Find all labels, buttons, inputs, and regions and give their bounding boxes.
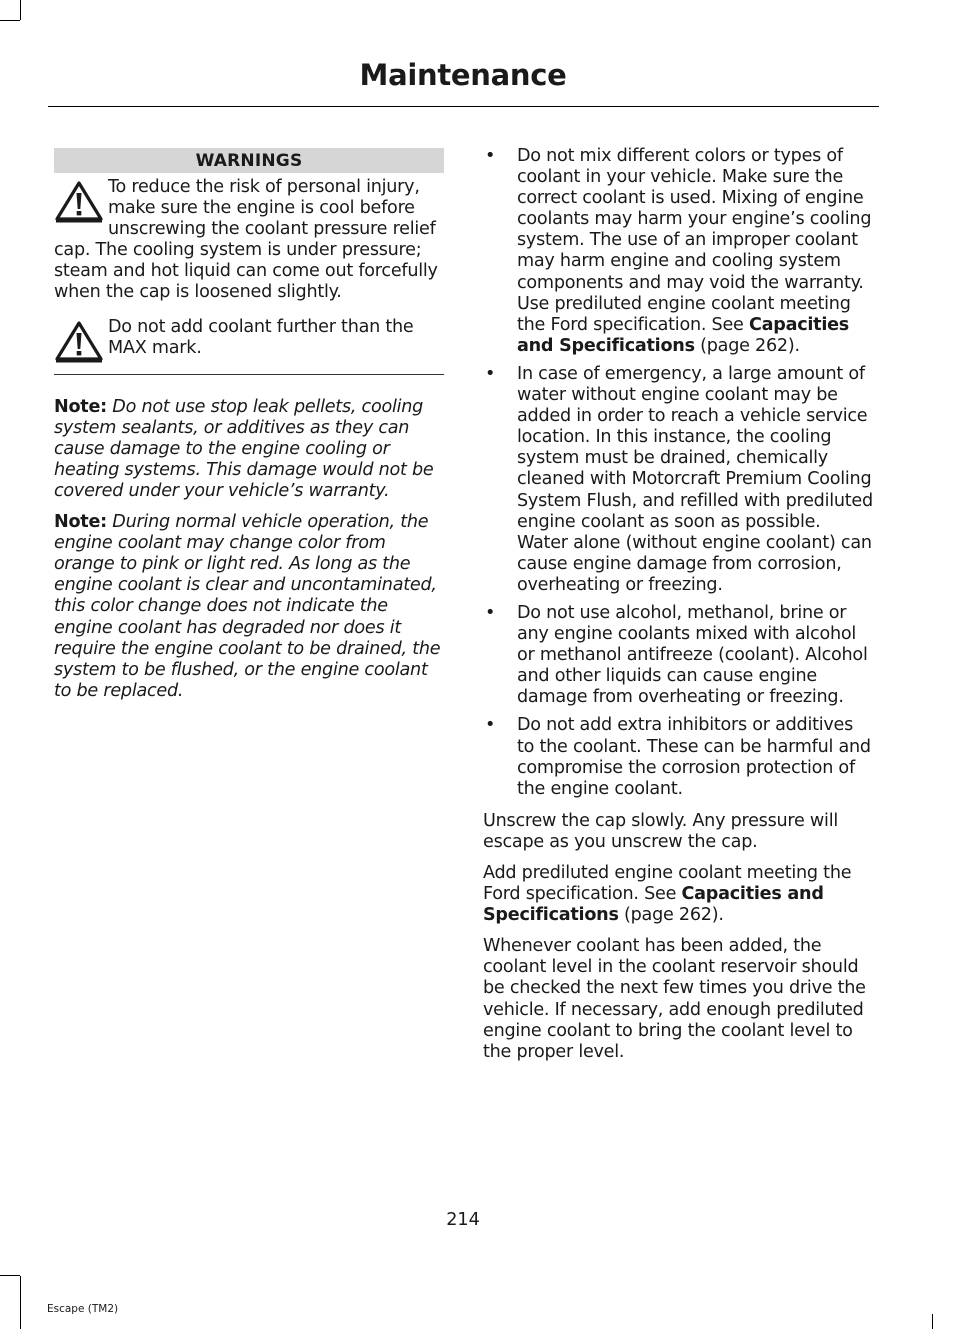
- warnings-divider: [54, 374, 444, 375]
- title-divider: [48, 106, 879, 107]
- page-number: 214: [446, 1210, 480, 1230]
- warning-text: To reduce the risk of personal injury, make sure the engine is cool before unscrewing the coolant pressure relief cap. The cooling system is under pressure; steam and hot liquid can come out forcefully when the cap is loosened slightly.: [54, 177, 438, 303]
- bullet-list: [483, 146, 875, 800]
- warning-item: [54, 317, 444, 359]
- warning-triangle-icon: [54, 180, 104, 224]
- warning-text: Do not add coolant further than the MAX mark.: [108, 316, 414, 358]
- note: [54, 512, 444, 702]
- list-item: [483, 715, 875, 799]
- list-item: [483, 364, 875, 596]
- bullet-dot: •: [485, 602, 496, 623]
- crop-mark: [0, 1275, 20, 1276]
- note-text: During normal vehicle operation, the engine coolant may change color from orange to pink or light red. As long as the engine coolant is clear and uncontaminated, this color change does not indicate the engine coolant has degraded nor does it require the engine coolant to be drained, the system to be flushed, or the engine coolant to be replaced.: [54, 512, 441, 701]
- footer-model-label: Escape (TM2): [47, 1303, 119, 1315]
- paragraph: Unscrew the cap slowly. Any pressure will escape as you unscrew the cap.: [483, 810, 838, 852]
- bullet-dot: •: [485, 363, 496, 384]
- list-item: [483, 146, 875, 357]
- warning-item: [54, 177, 444, 304]
- paragraph-text: Add prediluted engine coolant meeting the Ford specification. See: [483, 863, 852, 905]
- note-text: Do not use stop leak pellets, cooling system sealants, or additives as they can cause damage to the engine cooling or heating systems. This damage would not be covered under your vehicle’s warranty.: [54, 396, 434, 501]
- warning-triangle-icon: [54, 320, 104, 364]
- page-reference: (page 262).: [694, 335, 800, 356]
- crop-mark: [20, 0, 21, 20]
- note-label: Note:: [54, 396, 107, 417]
- page-title: Maintenance: [359, 58, 567, 92]
- crop-mark: [932, 1314, 933, 1329]
- right-column: [483, 146, 875, 1063]
- left-column: [54, 148, 444, 702]
- list-item-text: In case of emergency, a large amount of water without engine coolant may be added in order to reach a vehicle service location. In this instance, the cooling system must be drained, chemically cleaned with Motorcraft Premium Cooling System Flush, and refilled with prediluted engine coolant as soon as possible. Water alone (without engine coolant) can cause engine damage from corrosion, overheating or freezing.: [517, 363, 873, 595]
- list-item-text: Do not add extra inhibitors or additives to the coolant. These can be harmful and compromise the corrosion protection of the engine coolant.: [517, 715, 871, 799]
- list-item-text: Do not mix different colors or types of coolant in your vehicle. Make sure the correct coolant is used. Mixing of engine coolants may harm your engine’s cooling system. The use of an improper coolant may harm engine and cooling system components and may void the warranty. Use prediluted engine coolant meeting the Ford specification. See: [517, 146, 872, 335]
- note: [54, 397, 444, 502]
- paragraph: [483, 863, 875, 926]
- page-reference: (page 262).: [618, 905, 724, 926]
- list-item: [483, 603, 875, 708]
- warnings-heading: WARNINGS: [54, 148, 444, 173]
- cross-reference-link[interactable]: Capacities and Specifications: [517, 314, 850, 356]
- paragraph: Whenever coolant has been added, the coolant level in the coolant reservoir should be checked the next few times you drive the vehicle. If necessary, add enough prediluted engine coolant to bring the coolant level to the proper level.: [483, 936, 866, 1062]
- bullet-dot: •: [485, 715, 496, 736]
- cross-reference-link[interactable]: Capacities and Specifications: [483, 884, 824, 926]
- list-item-text: Do not use alcohol, methanol, brine or any engine coolants mixed with alcohol or methanol antifreeze (coolant). Alcohol and other liquids can cause engine damage from overheating or freezing.: [517, 602, 868, 708]
- crop-mark: [0, 20, 20, 21]
- crop-mark: [20, 1276, 21, 1329]
- note-label: Note:: [54, 512, 107, 533]
- bullet-dot: •: [485, 146, 496, 166]
